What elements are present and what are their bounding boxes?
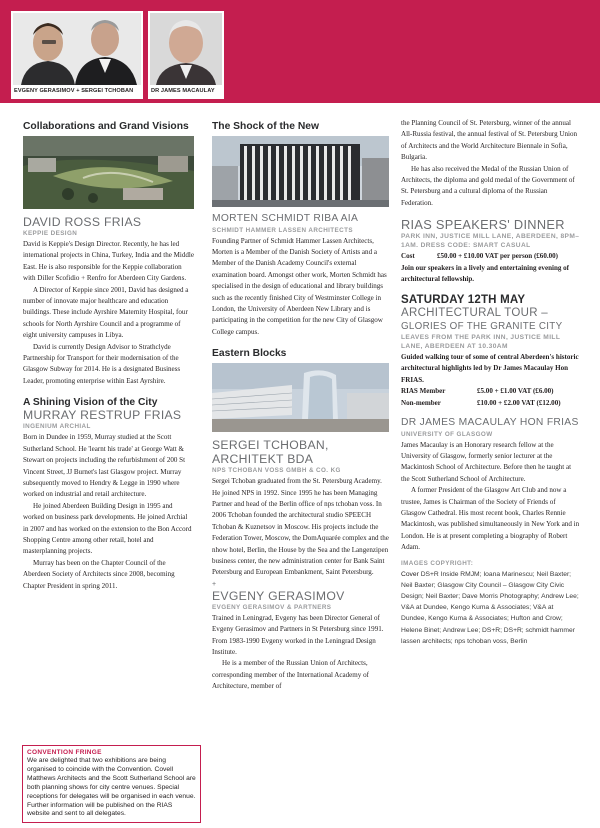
convention-fringe-box bbox=[22, 745, 201, 823]
portrait-photo bbox=[150, 13, 222, 85]
column-left bbox=[23, 121, 194, 592]
westminster-college-image bbox=[212, 136, 389, 207]
keppie-aerial-image bbox=[23, 136, 194, 209]
bio-paragraph: Murray has been on the Chapter Council of the Aberdeen Society of Architects since 2008, becoming Chapter President in spring 2011. bbox=[23, 558, 175, 590]
bio-paragraph: the Planning Council of St. Petersburg, winner of the annual All-Russia festival, the annual festival of St. Petersburg Union of Architects and the World Architecture Biennale in Sofia, Bulgaria. bbox=[401, 119, 578, 162]
header-banner bbox=[0, 0, 600, 103]
plus-separator: + bbox=[212, 580, 217, 588]
tour-subtitle: GLORIES OF THE GRANITE CITY bbox=[401, 320, 563, 332]
dinner-invite: Join our speakers in a lively and entertaining evening of architectural fellowship. bbox=[401, 263, 570, 284]
bio-paragraph: He is a member of the Russian Union of Architects, corresponding member of the International Academy of Architecture, member of bbox=[212, 659, 369, 691]
speaker-name: MORTEN SCHMIDT RIBA AIA bbox=[212, 213, 359, 224]
dinner-cost bbox=[401, 251, 580, 262]
speaker-organisation: EVGENY GERASIMOV & PARTNERS bbox=[212, 603, 332, 611]
dinner-title: RIAS SPEAKERS' DINNER bbox=[401, 217, 565, 233]
bio-paragraph: He has also received the Medal of the Russian Union of Architects, the diploma and gold medal of the Government of St. Petersburg and a cultural diploma of the Russian Federation. bbox=[401, 164, 575, 207]
section-title: Collaborations and Grand Visions bbox=[23, 121, 189, 132]
price-label: Non-member bbox=[401, 398, 441, 407]
price-nonmember bbox=[401, 398, 580, 409]
price-label: RIAS Member bbox=[401, 387, 446, 396]
bio-paragraph: Founding Partner of Schmidt Hammer Lassen Architects, Morten is a Member of the Danish Society of Artists and a Member of the Danish Academy Council's external examination board. Amongst other work, Morten Schmidt has specialised in the design of educational and library buildings such as the recently finished City of Westminster College in London, the University of Aberdeen New Library and is participating in the competition for the new City of Glasgow College campus. bbox=[212, 236, 387, 336]
portrait-photo bbox=[13, 13, 141, 85]
copyright-text bbox=[401, 569, 580, 647]
copyright-heading: IMAGES COPYRIGHT: bbox=[401, 559, 474, 567]
section-title: The Shock of the New bbox=[212, 121, 319, 132]
berlin-complex-image bbox=[212, 363, 389, 432]
tour-date: SATURDAY 12TH MAY bbox=[401, 294, 526, 307]
cost-label: Cost bbox=[401, 252, 415, 261]
portrait-caption: DR JAMES MACAULAY bbox=[151, 88, 215, 94]
bio-paragraph: A Director of Keppie since 2001, David has designed a number of innovate major healthcare and education buildings. These include Ayrshire Maternity Hospital, four schools for North Ayrshire Council and a programme of eight university campuses in Libya. bbox=[23, 285, 189, 340]
portrait-caption: EVGENY GERASIMOV + SERGEI TCHOBAN bbox=[14, 88, 134, 94]
portrait-gerasimov-tchoban bbox=[11, 11, 143, 99]
speaker-name: EVGENY GERASIMOV bbox=[212, 588, 345, 603]
fringe-title: CONVENTION FRINGE bbox=[27, 749, 102, 756]
speaker-organisation: SCHMIDT HAMMER LASSEN ARCHITECTS bbox=[212, 226, 353, 234]
fringe-body: We are delighted that two exhibitions are being organised to coincide with the Convention. Covell Matthews Architects and the Scott Sutherland School are both planning shows for city centre venues. Special receptions for delegates will be organised in each venue. Further information will be published on the RIAS website and sent to all delegates. bbox=[27, 757, 196, 818]
speaker-name: MURRAY RESTRUP FRIAS bbox=[23, 408, 182, 423]
cover-label: Cover bbox=[401, 570, 419, 578]
bio-paragraph: Sergei Tchoban graduated from the St. Petersburg Academy. He joined NPS in 1992. Since 1995 he has been Managing Partner and head of the Berlin office of nps tchoban voss. In 2006 Tchoban founded the architectural studio SPEECH Tchoban & Kuznetsov in Moscow. His projects include the Federation Tower, Moscow, the DomAquarée complex and the nhow hotel, Berlin, the House by the Sea and the Langenzipen business center, the new administration center for Bank Saint Petersburg and European Embankment, Saint Petersburg. bbox=[212, 477, 389, 577]
price-value: £5.00 + £1.00 VAT (£6.00) bbox=[477, 387, 554, 396]
speaker-organisation: INGENIUM ARCHIAL bbox=[23, 423, 91, 431]
tour-description: Guided walking tour of some of central Aberdeen's historic architectural highlights led by Dr James Macaulay Hon FRIAS. bbox=[401, 352, 579, 384]
bio-paragraph: He joined Aberdeen Building Design in 1995 and worked on business park developments. He joined Archial in 2007 and has worked on the extension to the Bon Accord Shopping Centre among other retail, hotel and masterplanning projects. bbox=[23, 501, 192, 556]
tour-details: LEAVES FROM THE PARK INN, JUSTICE MILL LANE, ABERDEEN AT 10.30AM bbox=[401, 333, 561, 350]
bio-paragraph: A former President of the Glasgow Art Club and now a trustee, James is Chairman of the Society of Friends of Glasgow Cathedral. His most recent book, Charles Rennie Mackintosh, was published simultaneously in New York and in London. He is at present completing a biography of Robert Adam. bbox=[401, 486, 580, 552]
column-middle bbox=[212, 121, 389, 693]
speaker-organisation: UNIVERSITY OF GLASGOW bbox=[401, 430, 493, 438]
tour-title: ARCHITECTURAL TOUR – bbox=[401, 307, 549, 320]
speaker-organisation: KEPPIE DESIGN bbox=[23, 230, 78, 237]
price-member bbox=[401, 386, 580, 397]
column-right bbox=[401, 121, 580, 647]
section-title: Eastern Blocks bbox=[212, 348, 287, 360]
speaker-name: DR JAMES MACAULAY HON FRIAS bbox=[401, 417, 579, 428]
cost-value: £50.00 + £10.00 VAT per person (£60.00) bbox=[437, 252, 559, 261]
portrait-macaulay bbox=[148, 11, 224, 99]
speaker-name: DAVID ROSS FRIAS bbox=[23, 215, 142, 229]
bio-paragraph: David is currently Design Advisor to Strathclyde Partnership for Transport for their modernisation of the Glasgow Subway for 2014. He is a designated Business Leader, promoting enterprise within East Ayrshire. bbox=[23, 342, 181, 385]
section-title: A Shining Vision of the City bbox=[23, 397, 158, 409]
dinner-details: PARK INN, JUSTICE MILL LANE, ABERDEEN, 8PM–1AM. DRESS CODE: SMART CASUAL bbox=[401, 233, 580, 250]
speaker-name: SERGEI TCHOBAN, ARCHITEKT BDA bbox=[212, 438, 329, 467]
bio-paragraph: Trained in Leningrad, Evgeny has been Director General of Evgeny Gerasimov and Partners in St Petersburg since 1991. From 1983-1990 Evgeny worked in the Leningrad Design Institute. bbox=[212, 613, 384, 657]
bio-paragraph: James Macaulay is an Honorary research fellow at the University of Glasgow, formerly senior lecturer at the Mackintosh School of Architecture. Before then he taught at the Scott Sutherland School of Architecture. bbox=[401, 440, 572, 483]
copyright-credits: DS+R Inside RMJM; Ioana Marinescu; Neil Baxter; Neil Baxter; Glasgow City Council – Glasgow City Civic Design; Neil Baxter; Dave Morris Photography; Andrew Lee; V&A at Dundee, Kengo Kuma & Associates; V&A at Dundee, Kengo Kuma & Associates; Hufton and Crow; Helene Binet; Andrew Lee; DS+R; DS+R; schmidt hammer lassen architects; nps tchoban voss, Berlin bbox=[401, 570, 579, 645]
speaker-organisation: NPS TCHOBAN VOSS GMBH & CO. KG bbox=[212, 467, 341, 475]
price-value: £10.00 + £2.00 VAT (£12.00) bbox=[477, 398, 561, 407]
bio-paragraph: David is Keppie's Design Director. Recently, he has led international projects in China, Turkey, India and the Middle East. He is also responsible for the Keppie collaboration with Diller Scofidio + Renfro for Aberdeen City Gardens. bbox=[23, 240, 194, 283]
bio-paragraph: Born in Dundee in 1959, Murray studied at the Scott Sutherland School. He 'learnt his trade' at George Watt & Stewart on projects including the refurbishment of 200 St Vincent Street, JJ Burnet's last Glasgow project. Murray subsequently moved to Hendry & Legge in 1990 where worked on industrial and retail architecture. bbox=[23, 433, 186, 499]
